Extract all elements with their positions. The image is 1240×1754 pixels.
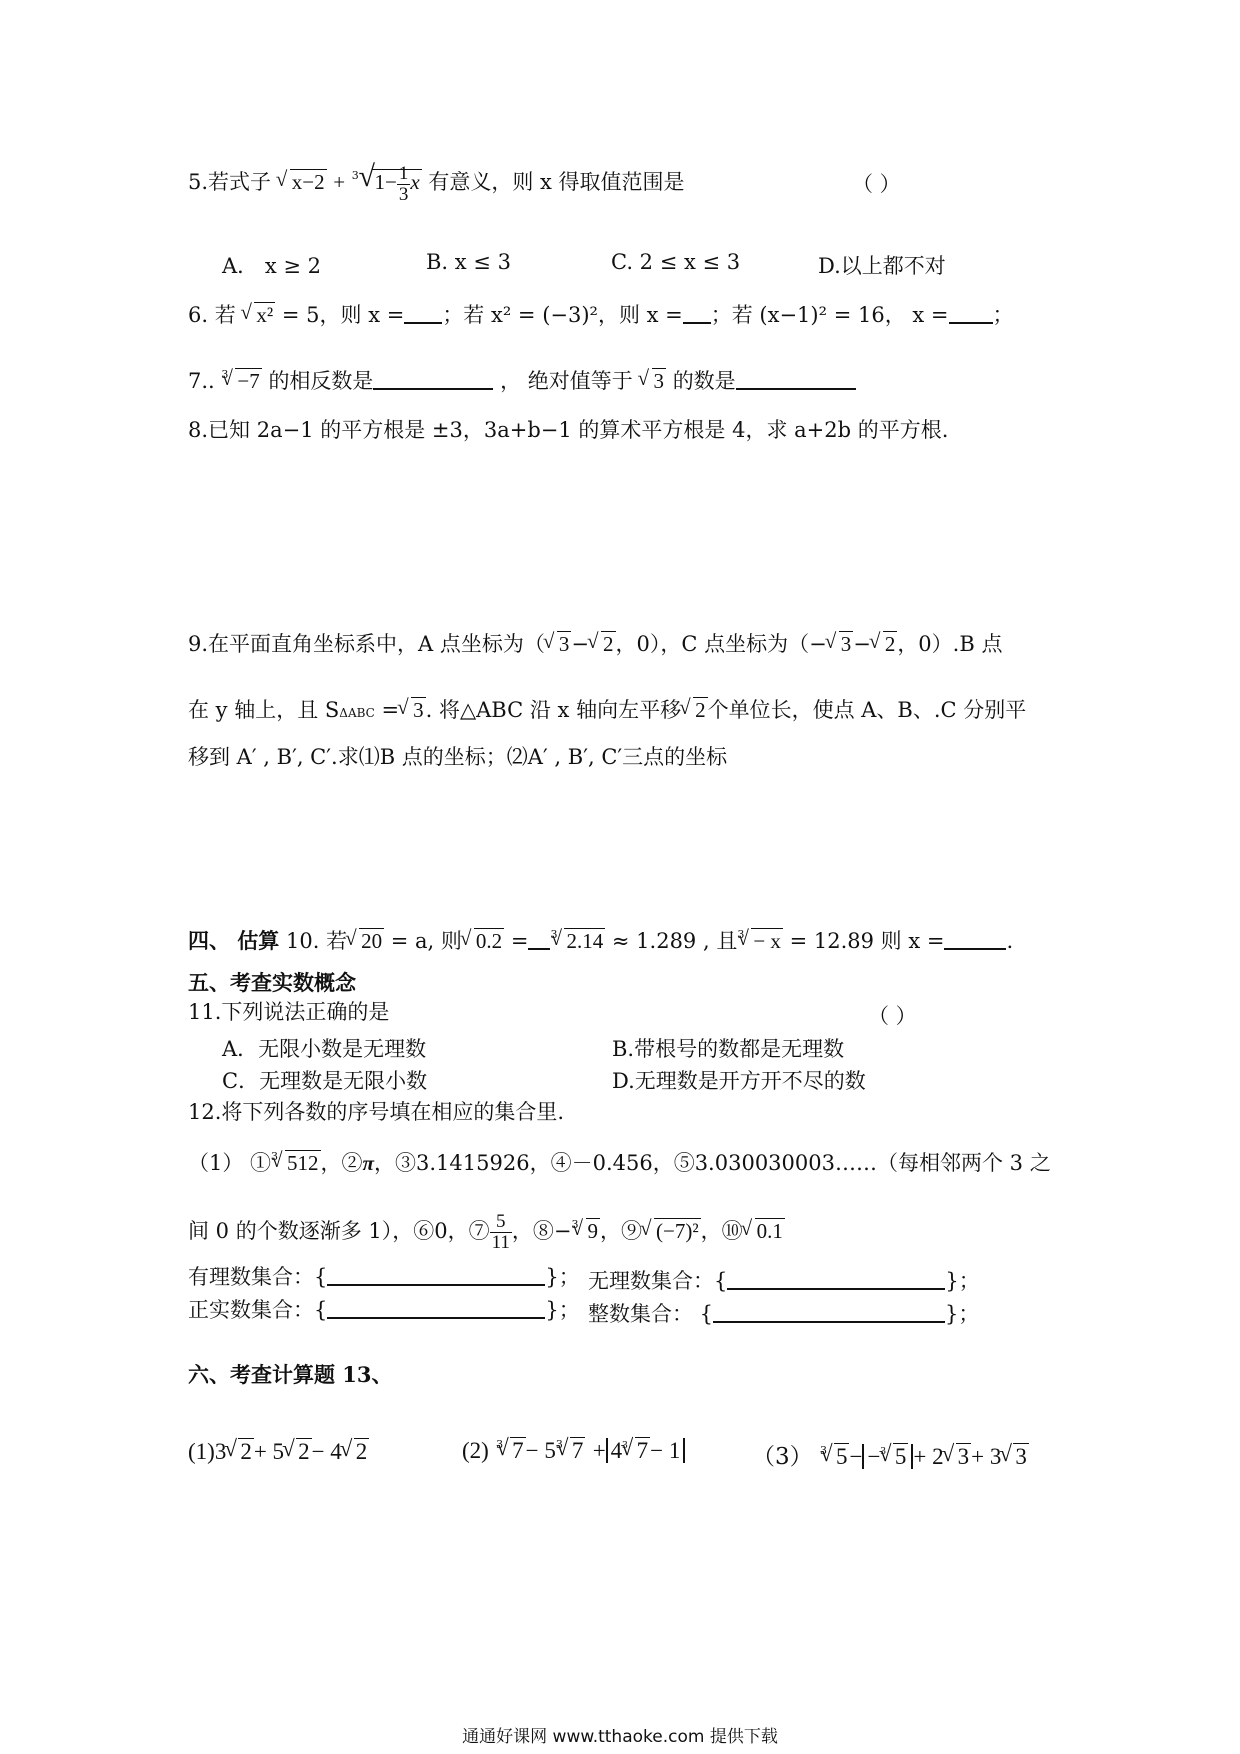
- q5-line: 5.若式子 √ x−2 + $^3$ √ 1− $\frac{1}{3}$ x 有意义，则 x 得取值范围是: [188, 162, 685, 205]
- rational-set: 有理数集合：{ }；: [188, 1265, 580, 1289]
- q9-line-3: 移到 A′ , B′, C′.求⑴B 点的坐标；⑵A′ , B′, C′三点的坐标: [188, 745, 728, 769]
- q13-part-1: (1)3√ 2+ 5√ 2− 4√ 2: [188, 1438, 369, 1467]
- irrational-set: 无理数集合：{ }；: [588, 1269, 980, 1293]
- positive-real-set: 正实数集合：{ }；: [188, 1298, 580, 1322]
- answer-blank: [404, 322, 442, 324]
- answer-blank: [528, 948, 550, 950]
- answer-blank: [944, 948, 1006, 950]
- sqrt-radical: √ x−2: [278, 170, 327, 195]
- q5-option-a: A． x ≥ 2: [222, 254, 321, 278]
- q5-option-c: C. 2 ≤ x ≤ 3: [611, 250, 741, 274]
- q11-option-d: D.无理数是开方开不尽的数: [612, 1069, 866, 1093]
- q5-paren: （ ）: [852, 172, 901, 196]
- q5-option-b: B. x ≤ 3: [426, 250, 511, 274]
- q5-option-d: D.以上都不对: [818, 254, 946, 278]
- q12-line-1: （1） ①$^3$√ 512，②π，③3.1415926，④－0.456，⑤3.030030003……（每相邻两个 3 之: [188, 1150, 1051, 1176]
- q12-stem: 12.将下列各数的序号填在相应的集合里.: [188, 1100, 565, 1124]
- q9-line-2: 在 y 轴上，且 SΔABC =√ 3. 将△ABC 沿 x 轴向左平移√ 2个单位长，使点 A、B、.C 分别平: [188, 698, 1026, 723]
- integer-set: 整数集合： { }；: [588, 1302, 980, 1326]
- q8-line: 8.已知 2a−1 的平方根是 ±3，3a+b−1 的算术平方根是 4，求 a+2b 的平方根.: [188, 418, 949, 442]
- cbrt-radical: √ 1− $\frac{1}{3}$ x: [360, 162, 421, 205]
- q11-stem: 11.下列说法正确的是: [188, 1000, 390, 1024]
- q11-option-b: B.带根号的数都是无理数: [612, 1037, 845, 1061]
- q9-line-1: 9.在平面直角坐标系中，A 点坐标为（√ 3−√ 2，0），C 点坐标为（−√ 3−√ 2，0）.B 点: [188, 632, 1002, 657]
- q12-line-2: 间 0 的个数逐渐多 1），⑥0，⑦ $\frac{5}{11}$ ，⑧−$^3$√ 9，⑨√ (−7)²，⑩√ 0.1: [188, 1212, 785, 1253]
- q13-part-3: （3） $^3$√ 5− −$^3$√ 5 + 2√ 3+ 3√ 3: [752, 1438, 1029, 1471]
- section-6-title: 六、考查计算题 13、: [188, 1362, 393, 1387]
- q13-part-2: (2) $^3$√ $7- 5^3√$ $7 + 4^3√$ 7− 1: [462, 1438, 685, 1464]
- answer-blank: [727, 1288, 945, 1290]
- answer-blank: [327, 1284, 545, 1286]
- answer-blank: [949, 322, 993, 324]
- answer-blank: [683, 322, 711, 324]
- q11-paren: （ ）: [868, 1004, 917, 1028]
- answer-blank: [327, 1317, 545, 1319]
- q6-line: 6. 若 √ x² = 5，则 x = ；若 x² = (−3)²，则 x = ；若 (x−1)² = 16， x = ；: [188, 303, 1014, 328]
- answer-blank: [736, 388, 856, 390]
- answer-blank: [713, 1321, 945, 1323]
- q7-line: 7.. $^3$√ −7 的相反数是 ， 绝对值等于 √ 3 的数是: [188, 368, 856, 394]
- answer-blank: [373, 388, 493, 390]
- section-5-title: 五、考查实数概念: [188, 970, 356, 995]
- page-footer: 通通好课网 www.tthaoke.com 提供下载: [462, 1727, 778, 1747]
- q10-line: 四、 估算 10. 若√ 20 = a, 则√ 0.2 = $^3$√ 2.14 ≈ 1.289 , 且$^3$√ − x = 12.89 则 x = .: [188, 928, 1013, 954]
- q11-option-a: A．无限小数是无理数: [222, 1037, 427, 1061]
- q11-option-c: C．无理数是无限小数: [222, 1069, 428, 1093]
